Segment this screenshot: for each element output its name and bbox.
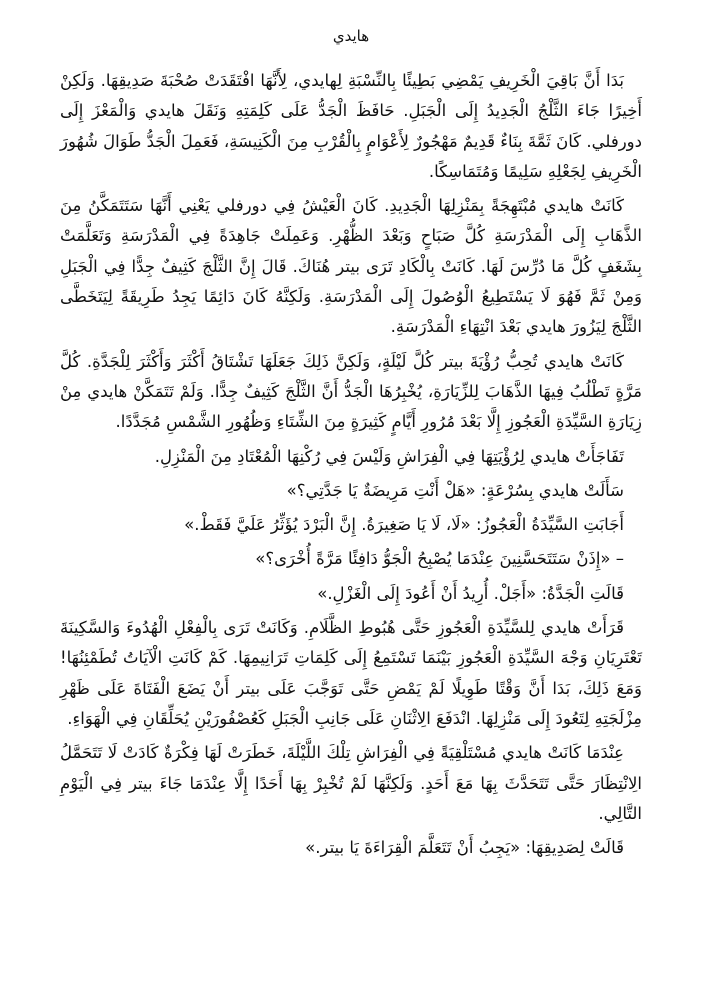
dialogue-line-1: سَأَلَتْ هايدي بِسُرْعَةٍ: «هَلْ أَنْتِ مَرِيضَةٌ يَا جَدَّتِي؟» — [286, 480, 624, 500]
paragraph-4: تَفَاجَأَتْ هايدي لِرُؤْيَتِهَا فِي الْفِرَاشِ وَلَيْسَ فِي رُكْنِهَا الْمُعْتَادِ مِنَ الْمَنْزِلِ. — [154, 446, 624, 466]
paragraph-6: عِنْدَمَا كَانَتْ هايدي مُسْتَلْقِيَةً فِي الْفِرَاشِ تِلْكَ اللَّيْلَةَ، خَطَرَتْ لَهَا فِكْرَةٌ كَادَتْ لَا تَتَحَمَّلُ الِانْتِظَارَ حَتَّى تَتَحَدَّثَ بِهَا مَعَ أَحَدٍ. وَلَكِنَّهَا لَمْ تُخْبِرْ بِهَا أَحَدًا إِلَّا عِنْدَمَا جَاءَ بيتر فِي الْيَوْمِ التَّالِي. — [60, 743, 642, 823]
paragraph-5: قَرَأَتْ هايدي لِلسَّيِّدَةِ الْعَجُوزِ حَتَّى هُبُوطِ الظَّلَامِ. وَكَانَتْ تَرَى بِالْفِعْلِ الْهُدُوءَ وَالسَّكِينَةَ تَعْتَرِيَانِ وَجْهَ السَّيِّدَةِ الْعَجُوزِ بَيْنَمَا تَسْتَمِعُ إِلَى كَلِمَاتِ تَرَانِيمِهَا. كَمْ كَانَتِ الْآيَاتُ تُطَمْئِنُهَا! وَمَعَ ذَلِكَ، بَدَا أَنَّ وَقْتًا طَوِيلًا لَمْ يَمْضِ حَتَّى تَوَجَّبَ عَلَى بيتر أَنْ يَضَعَ الْفَتَاةَ عَلَى ظَهْرِ مِزْلَجَتِهِ لِتَعُودَ إِلَى مَنْزِلِهَا. انْدَفَعَ الِاثْنَانِ عَلَى جَانِبِ الْجَبَلِ كَعُصْفُورَيْنِ يُحَلِّقَانِ فِي الْهَوَاءِ. — [60, 618, 642, 728]
page-title: هايدي — [332, 27, 370, 45]
dialogue-line-4: قَالَتِ الْجَدَّةُ: «أَجَلْ. أُرِيدُ أَنْ أَعُودَ إِلَى الْغَزْلِ.» — [317, 583, 624, 603]
paragraph-2: كَانَتْ هايدي مُبْتَهِجَةً بِمَنْزِلِهَا الْجَدِيدِ. كَانَ الْعَيْشُ فِي دورفلي يَعْنِي أَنَّهَا سَتَتَمَكَّنُ مِنَ الذَّهَابِ إِلَى الْمَدْرَسَةِ كُلَّ صَبَاحٍ وَبَعْدَ الظُّهْرِ. وَعَمِلَتْ جَاهِدَةً فِي الْمَدْرَسَةِ وَتَعَلَّمَتْ بِشَغَفٍ كُلَّ مَا دُرِّسَ لَهَا. كَانَتْ بِالْكَادِ تَرَى بيتر هُنَاكَ. قَالَ إِنَّ الثَّلْجَ كَثِيفٌ جِدًّا فِي الْجَبَلِ وَمِنْ ثَمَّ فَهُوَ لَا يَسْتَطِيعُ الْوُصُولَ إِلَى الْمَدْرَسَةِ. وَلَكِنَّهُ كَانَ دَائِمًا يَجِدُ طَرِيقَةً لِيَتَخَطَّى الثَّلْجَ لِيَزُورَ هايدي بَعْدَ انْتِهَاءِ الْمَدْرَسَةِ. — [60, 196, 642, 337]
paragraph-1: بَدَا أَنَّ بَاقِيَ الْخَرِيفِ يَمْضِي بَطِيئًا بِالنِّسْبَةِ لِهايدي، لِأَنَّهَا افْتَقَدَتْ صُحْبَةَ صَدِيقِهَا. وَلَكِنْ أَخِيرًا جَاءَ الثَّلْجُ الْجَدِيدُ إِلَى الْجَبَلِ. حَافَظَ الْجَدُّ عَلَى كَلِمَتِهِ وَنَقَلَ هايدي وَالْمَعْزَ إِلَى دورفلي. كَانَ ثَمَّةَ بِنَاءٌ قَدِيمٌ مَهْجُورٌ لِأَعْوَامٍ بِالْقُرْبِ مِنَ الْكَنِيسَةِ، فَعَمِلَ الْجَدُّ طَوَالَ شُهُورَ الْخَرِيفِ لِجَعْلِهِ سَلِيمًا وَمُتَمَاسِكًا. — [60, 71, 642, 181]
dialogue-line-3: – «إِذَنْ سَتَتَحَسَّنِينَ عِنْدَمَا يُصْبِحُ الْجَوُّ دَافِئًا مَرَّةً أُخْرَى؟» — [255, 549, 624, 569]
dialogue-line-2: أَجَابَتِ السَّيِّدَةُ الْعَجُوزُ: «لَا، لَا يَا صَغِيرَةُ. إِنَّ الْبَرْدَ يُؤَثِّرُ عَلَيَّ فَقَطْ.» — [184, 515, 624, 535]
story-text — [60, 66, 642, 863]
dialogue-line-5: قَالَتْ لِصَدِيقِهَا: «يَجِبُ أَنْ تَتَعَلَّمَ الْقِرَاءَةَ يَا بيتر.» — [305, 838, 624, 858]
paragraph-3: كَانَتْ هايدي تُحِبُّ رُؤْيَةَ بيتر كُلَّ لَيْلَةٍ، وَلَكِنَّ ذَلِكَ جَعَلَهَا تَشْتَاقُ أَكْثَرَ وَأَكْثَرَ لِلْجَدَّةِ. كُلَّ مَرَّةٍ تَطْلُبُ فِيهَا الذَّهَابَ لِلزِّيَارَةِ، يُخْبِرُهَا الْجَدُّ أَنَّ الثَّلْجَ كَثِيفٌ جِدًّا. وَلَمْ تَتَمَكَّنْ هايدي مِنْ زِيَارَةِ السَّيِّدَةِ الْعَجُوزِ إِلَّا بَعْدَ مُرُورِ أَيَّامٍ كَثِيرَةٍ مِنَ الشِّتَاءِ وَظُهُورِ الشَّمْسِ مُجَدَّدًا. — [60, 351, 642, 432]
